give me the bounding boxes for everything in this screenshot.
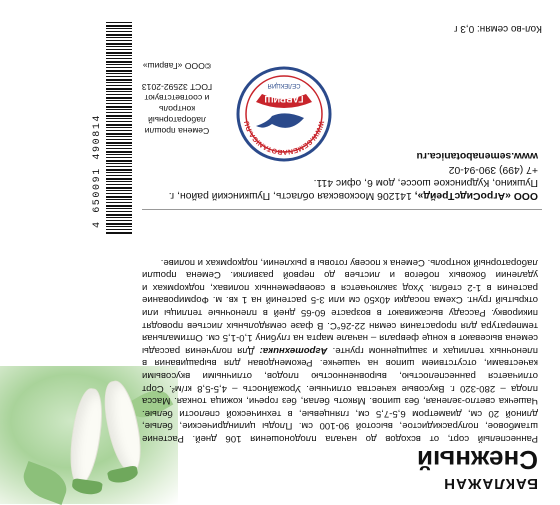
- product-title-block: [288, 445, 538, 492]
- copyright-owner: ©ООО «Гавриш»: [142, 61, 212, 71]
- brand-logo: [234, 64, 334, 164]
- agrotech-heading: Агротехника:: [259, 344, 328, 356]
- description-main: Раннеспелый сорт, от всходов до начала плодоношения 106 дней. Растение штамбовое, полураскидистое, высотой 90-100 см. Плоды цилиндрические, белые, длиной 20 см, диаметром 6,5-7,5 см, глянцевые, в технической спелости белые. Чашечка светло-зеленая, без шипов. Мякоть белая, без горечи, кожица тонкая. Масса плода – 280-320 г. Вкусовые качества отличные. Урожайность – 4,5-5,8 кг/м². Сорт отличается раннеспелостью, выровненностью плодов, отличными вкусовыми качествами, отсутствием шипов на чашечке. Рекомендован для выращивания в пленочных теплицах и защищенном грунте.: [142, 344, 538, 444]
- company-phone: +7 (499) 390-94-02: [448, 163, 538, 175]
- barcode-bars: [106, 22, 132, 234]
- logo-middle-text: ГАВРИШ: [264, 94, 304, 104]
- eggplant-cap: [107, 465, 139, 485]
- logo-top-text: WWW.SEMENABOTANICA.RU: [243, 119, 325, 156]
- certification-block: [134, 60, 220, 136]
- company-address: 141206 Московская область, Пушкинский район, г. Пушкино, Кудринское шоссе, дом 6, офис 411.: [168, 176, 538, 201]
- product-subtitle: БАКЛАЖАН: [443, 475, 538, 492]
- eggplant-cap: [71, 478, 103, 496]
- certification-line-1: Семена прошли лабораторный контроль: [144, 104, 210, 136]
- product-description: [142, 255, 538, 444]
- agrotech-text: Для получения рассады семена высевают в конце февраля – начале марта на глубину 1,0-1,5 см. Оптимальная температура для прорастания семян 22-26°С. В фазе семядольных листьев проводят пикировку. Рассаду высаживают в возрасте 60-65 дней в пленочные теплицы или открытый грунт. Схема посадки 40х50 см или 3-5 растений на 1 кв. м. Формирование растения в 1-2 стебля. Уход заключается в своевременных поливах, подкормках и удалении боковых побегов и листьев до первой развилки. Семена прошли лабораторный контроль. Семена к посеву готовы в рыхлении, подкормках и поливе.: [142, 256, 538, 356]
- company-website: www.semenabotanica.ru: [416, 150, 538, 162]
- eggplant-image: [99, 378, 148, 476]
- barcode-number: 4 650091 490814: [92, 113, 103, 228]
- company-name: ООО «АгроСидсТрейд»,: [414, 190, 538, 201]
- barcode: [106, 22, 132, 234]
- divider: [142, 209, 542, 210]
- leaf-shape: [18, 461, 71, 505]
- seed-quantity: Кол-во семян: 0,3 г: [453, 23, 542, 34]
- logo-bottom-text: СЕЛЕКЦИЯ: [267, 82, 301, 88]
- eggplant-image: [65, 387, 106, 488]
- product-title: Снежный: [417, 445, 538, 475]
- company-info: [146, 149, 538, 202]
- certification-line-2: и соответствуют ГОСТ 32592-2013: [141, 82, 213, 103]
